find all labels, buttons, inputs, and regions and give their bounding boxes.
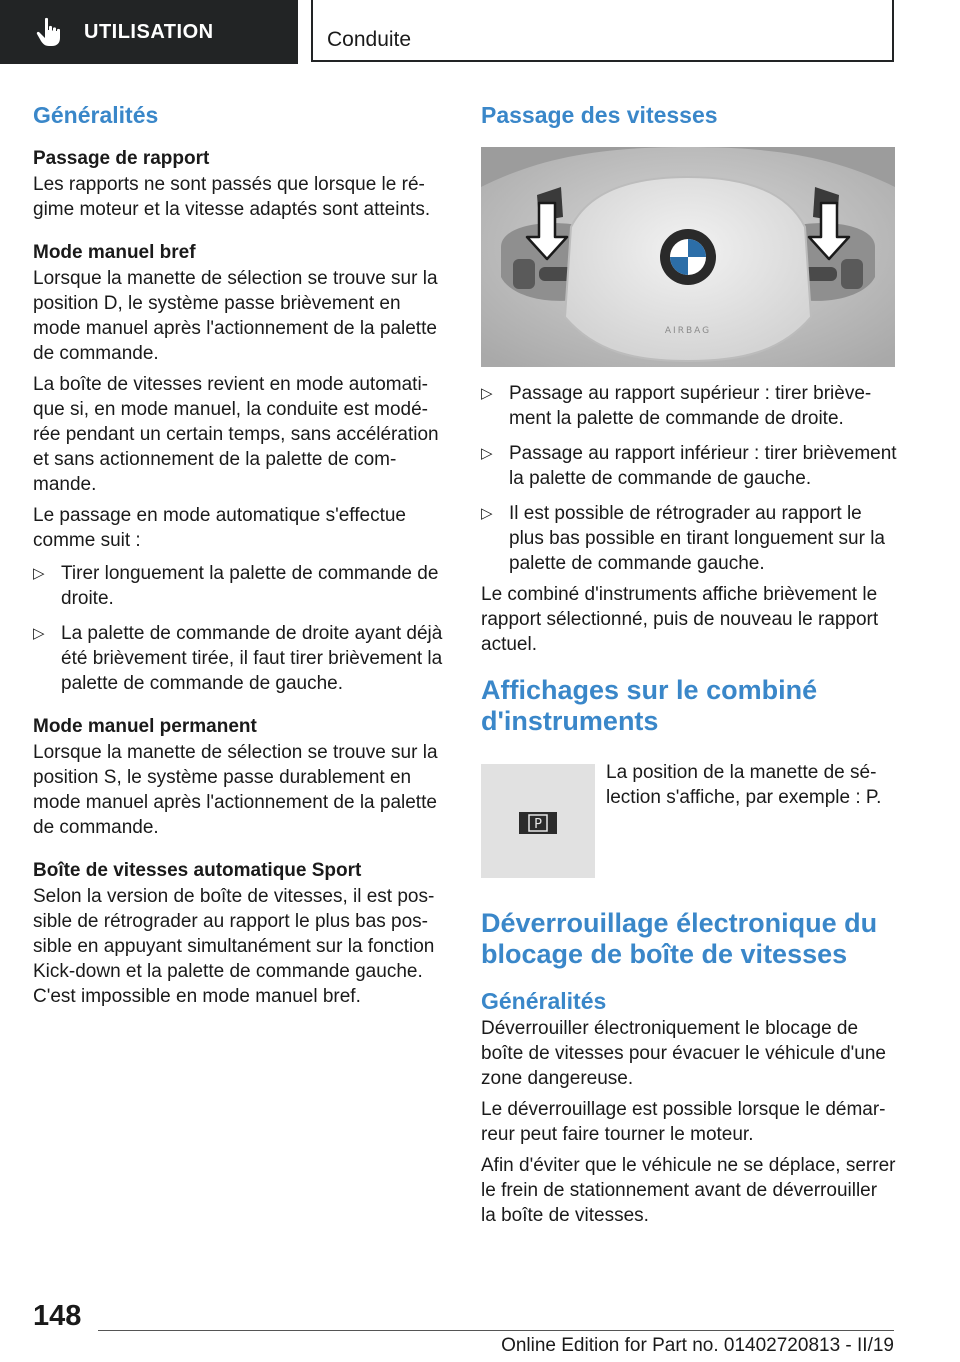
list-item: ▷ Passage au rapport supérieur : tirer briève-ment la palette de commande de droite. [481,383,872,429]
bullet-list-retour-auto [33,561,449,696]
triangle-right-icon: ▷ [33,565,45,582]
paragraph-mode-permanent: Lorsque la manette de sélection se trouve sur la position S, le système passe durablement en mode manuel après l'actionnement de la palette de commande. [33,742,438,838]
paragraph-passage-rapport: Les rapports ne sont passés que lorsque le ré-gime moteur et la vitesse adaptés sont atteints. [33,174,431,220]
heading-mode-manuel-permanent: Mode manuel permanent [33,716,257,737]
list-item: ▷ La palette de commande de droite ayant déjà été brièvement tirée, il faut tirer brièvement la palette de commande de gauche. [33,623,443,694]
right-column-deverrouillage [481,908,897,1228]
paragraph-dev-2: Le déverrouillage est possible lorsque le démar-reur peut faire tourner le moteur. [481,1099,886,1145]
list-item: ▷ Tirer longuement la palette de commande de droite. [33,563,439,609]
chapter-title: Conduite [327,28,412,51]
triangle-right-icon: ▷ [481,385,493,402]
right-column-upshift [481,381,897,737]
paragraph-mode-bref-3: Le passage en mode automatique s'effectue comme suit : [33,505,406,551]
bmw-logo [660,229,716,285]
triangle-right-icon: ▷ [481,445,493,462]
paragraph-mode-bref-1: Lorsque la manette de sélection se trouve sur la position D, le système passe brièvement en mode manuel après l'actionnement de la palette de commande. [33,268,438,364]
steering-wheel-illustration [481,147,895,367]
heading-mode-manuel-bref: Mode manuel bref [33,242,196,263]
section-title: UTILISATION [84,20,214,43]
page-number: 148 [33,1300,82,1332]
heading-passage-vitesses: Passage des vitesses [481,102,718,128]
triangle-right-icon: ▷ [481,505,493,522]
heading-affichages: Affichages sur le combiné d'instruments [481,675,818,736]
airbag-label: AIRBAG [664,326,712,336]
bullet-list-passage [481,381,897,576]
left-column [33,100,449,1009]
display-caption: La position de la manette de sé-lection s'affiche, par exemple : P. [606,762,882,808]
instrument-display-image [481,764,595,878]
triangle-right-icon: ▷ [33,625,45,642]
right-column-top [481,100,897,130]
gear-indicator: P [534,817,542,832]
footer-divider [98,1330,894,1331]
heading-deverrouillage: Déverrouillage électronique du blocage de boîte de vitesses [481,908,878,969]
paragraph-dev-3: Afin d'éviter que le véhicule ne se déplace, serrer le frein de stationnement avant de déverrouiller la boîte de vitesses. [481,1155,896,1226]
heading-generalites-2: Généralités [481,988,607,1014]
paragraph-mode-bref-2: La boîte de vitesses revient en mode automati-que si, en mode manuel, la conduite est modé-rée pendant un certain temps, sans accélération et sans actionnement de la palette de com-mande. [33,374,439,495]
paragraph-dev-1: Déverrouiller électroniquement le blocage de boîte de vitesses pour évacuer le véhicule d'une zone dangereuse. [481,1018,886,1089]
heading-generalites: Généralités [33,102,159,128]
chapter-tab [311,0,894,62]
list-item: ▷ Il est possible de rétrograder au rapport le plus bas possible en tirant longuement sur la palette de commande gauche. [481,503,886,574]
hand-pointer-icon [36,17,62,47]
paragraph-boite-sport: Selon la version de boîte de vitesses, il est pos-sible de rétrograder au rapport le plus bas pos-sible en appuyant simultanément sur la fonction Kick-down et la palette de commande gauche. C'est impossible en mode manuel bref. [33,886,435,1007]
edition-text: Online Edition for Part no. 01402720813 - II/19 [501,1335,894,1356]
list-item: ▷ Passage au rapport inférieur : tirer brièvement la palette de commande de gauche. [481,443,897,489]
heading-passage-rapport: Passage de rapport [33,148,210,169]
section-tab [0,0,298,64]
heading-boite-sport: Boîte de vitesses automatique Sport [33,860,362,881]
paragraph-combine: Le combiné d'instruments affiche brièvement le rapport sélectionné, puis de nouveau le rapport actuel. [481,584,879,655]
